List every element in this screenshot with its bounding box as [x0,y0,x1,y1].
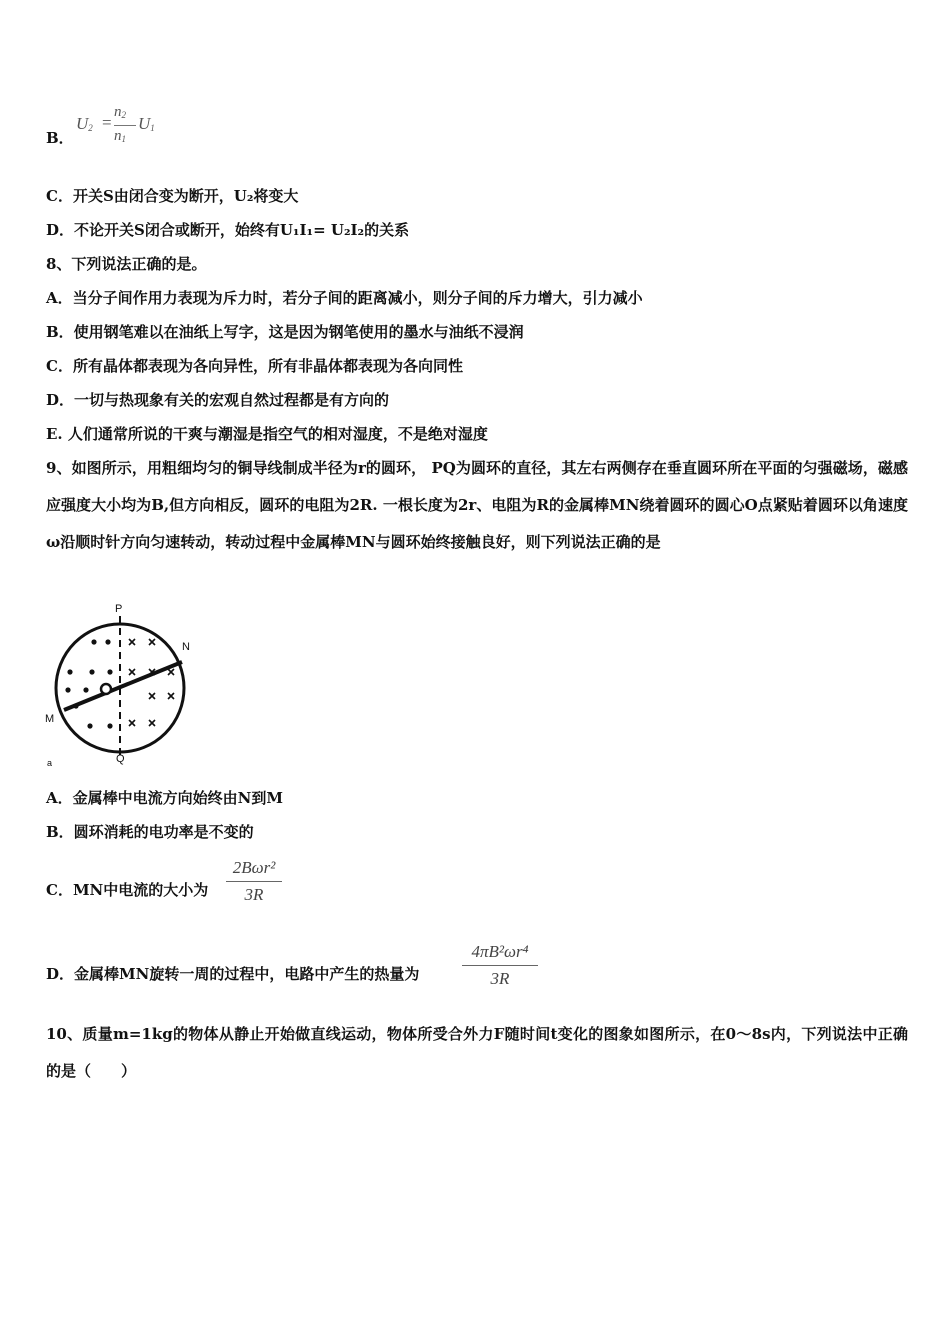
q7-option-b-label: B． [46,129,74,147]
label-n: N [182,641,190,653]
label-m: M [45,713,55,725]
q9-circuit-figure [44,598,204,768]
q9-option-d-fraction [462,941,538,990]
q7-option-b-formula: $U_2$ = $n_2$ $n_1$ $U_1$ [76,104,155,144]
q8-option-b: B．使用钢笔难以在油纸上写字，这是因为钢笔使用的墨水与油纸不浸润 [46,323,524,341]
label-a: a [47,758,53,768]
q8-option-d: D．一切与热现象有关的宏观自然过程都是有方向的 [46,391,390,409]
q7-option-d: D．不论开关S闭合或断开，始终有U₁I₁= U₂I₂的关系 [46,221,410,239]
q9-stem: 9、如图所示，用粗细均匀的铜导线制成半径为r的圆环， PQ为圆环的直径，其左右两侧存在垂直圆环所在平面的匀强磁场，磁感应强度大小均为B,但方向相反，圆环的电阻为2R. 一根长度为2r、电阻为R的金属棒MN绕着圆环的圆心O点紧贴着圆环以角速度ω沿顺时针方向匀速转动，转动过程中金属棒MN与圆环始终接触良好，则下列说法正确的是 [46,459,908,551]
c-denominator: 3R [244,885,264,904]
q9-option-c-text: C．MN中电流的大小为 [46,881,209,899]
q7-option-c: C．开关S由闭合变为断开，U₂将变大 [46,187,299,205]
label-q: Q [116,753,125,765]
q8-option-a: A．当分子间作用力表现为斥力时，若分子间的距离减小，则分子间的斥力增大，引力减小 [46,289,643,307]
q9-option-c-fraction [226,857,282,906]
c-numerator: 2Bωr² [232,858,276,877]
q9-option-a: A．金属棒中电流方向始终由N到M [46,789,283,807]
q8-option-e: E. 人们通常所说的干爽与潮湿是指空气的相对湿度，不是绝对湿度 [46,425,488,443]
q8-stem: 8、下列说法正确的是。 [46,255,207,273]
q9-option-b: B．圆环消耗的电功率是不变的 [46,823,254,841]
d-denominator: 3R [490,969,510,988]
q10-stem: 10、质量m=1kg的物体从静止开始做直线运动，物体所受合外力F随时间t变化的图象如图所示，在0～8s内，下列说法中正确的是（ ） [46,1025,908,1080]
rod-mn [64,662,182,710]
q8-option-c: C．所有晶体都表现为各向异性，所有非晶体都表现为各向同性 [46,357,463,375]
q9-option-d-text: D．金属棒MN旋转一周的过程中，电路中产生的热量为 [46,965,420,983]
d-numerator: 4πB²ωr⁴ [471,942,529,961]
center-o [101,684,111,694]
label-p: P [115,603,123,615]
